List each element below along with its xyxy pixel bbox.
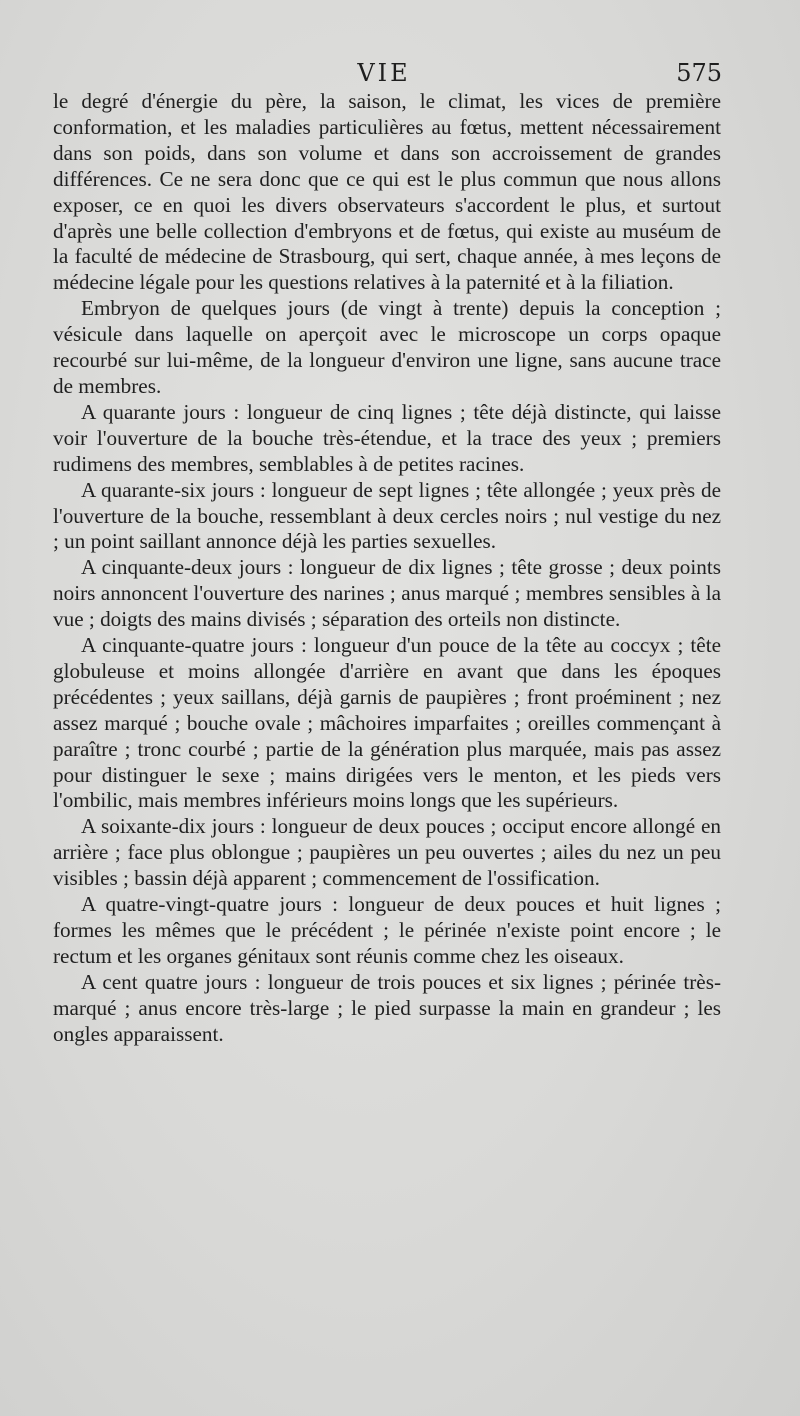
paragraph-continuation: le degré d'énergie du père, la saison, le climat, les vices de première conformation, et les maladies particulières au fœtus, mettent nécessairement dans son poids, dans son volume et dans son accroissement de grandes différences. Ce ne sera donc que ce qui est le plus commun que nous allons exposer, ce en quoi les divers observateurs s'accordent le plus, et surtout d'après une belle collection d'embryons et de fœtus, qui existe au muséum de la faculté de médecine de Strasbourg, qui sert, chaque année, à mes leçons de médecine légale pour les questions relatives à la paternité et à la filiation. — [53, 89, 721, 295]
running-head — [0, 56, 800, 90]
paragraph-cent-quatre-jours: A cent quatre jours : longueur de trois pouces et six lignes ; périnée très-marqué ; anus encore très-large ; le pied surpasse la main en grandeur ; les ongles apparaissent. — [53, 969, 721, 1046]
paragraph-soixante-dix-jours: A soixante-dix jours : longueur de deux pouces ; occiput encore allongé en arrière ; face plus oblongue ; paupières un peu ouvertes ; ailes du nez un peu visibles ; bassin déjà apparent ; commencement de l'ossification. — [53, 814, 721, 891]
paragraph-embryon: Embryon de quelques jours (de vingt à trente) depuis la conception ; vésicule dans laquelle on aperçoit avec le microscope un corps opaque recourbé sur lui-même, de la longueur d'environ une ligne, sans aucune trace de membres. — [53, 296, 721, 398]
page-number: 575 — [676, 59, 722, 87]
paragraph-quarante-jours: A quarante jours : longueur de cinq lignes ; tête déjà distincte, qui laisse voir l'ouverture de la bouche très-étendue, et la trace des yeux ; premiers rudimens des membres, semblables à de petites racines. — [53, 399, 721, 476]
paragraph-cinquante-deux-jours: A cinquante-deux jours : longueur de dix lignes ; tête grosse ; deux points noirs annoncent l'ouverture des narines ; anus marqué ; membres sensibles à la vue ; doigts des mains divisés ; séparation des orteils non distincte. — [53, 555, 721, 632]
paragraph-cinquante-quatre-jours: A cinquante-quatre jours : longueur d'un pouce de la tête au coccyx ; tête globuleuse et moins allongée d'arrière en avant que dans les époques précédentes ; yeux saillans, déjà garnis de paupières ; front proéminent ; nez assez marqué ; bouche ovale ; mâchoires imparfaites ; oreilles commençant à paraître ; tronc courbé ; partie de la génération plus marquée, mais pas assez pour distinguer le sexe ; mains dirigées vers le menton, et les pieds vers l'ombilic, mais membres inférieurs moins longs que les supérieurs. — [53, 633, 721, 813]
body-text — [53, 89, 721, 1048]
paragraph-quatre-vingt-quatre-jours: A quatre-vingt-quatre jours : longueur de deux pouces et huit lignes ; formes les mêmes que le précédent ; le périnée n'existe point encore ; le rectum et les organes génitaux sont réunis comme chez les oiseaux. — [53, 892, 721, 968]
paragraph-quarante-six-jours: A quarante-six jours : longueur de sept lignes ; tête allongée ; yeux près de l'ouverture de la bouche, ressemblant à deux cercles noirs ; nul vestige du nez ; un point saillant annonce déjà les parties sexuelles. — [53, 477, 721, 554]
running-title: VIE — [357, 59, 411, 87]
